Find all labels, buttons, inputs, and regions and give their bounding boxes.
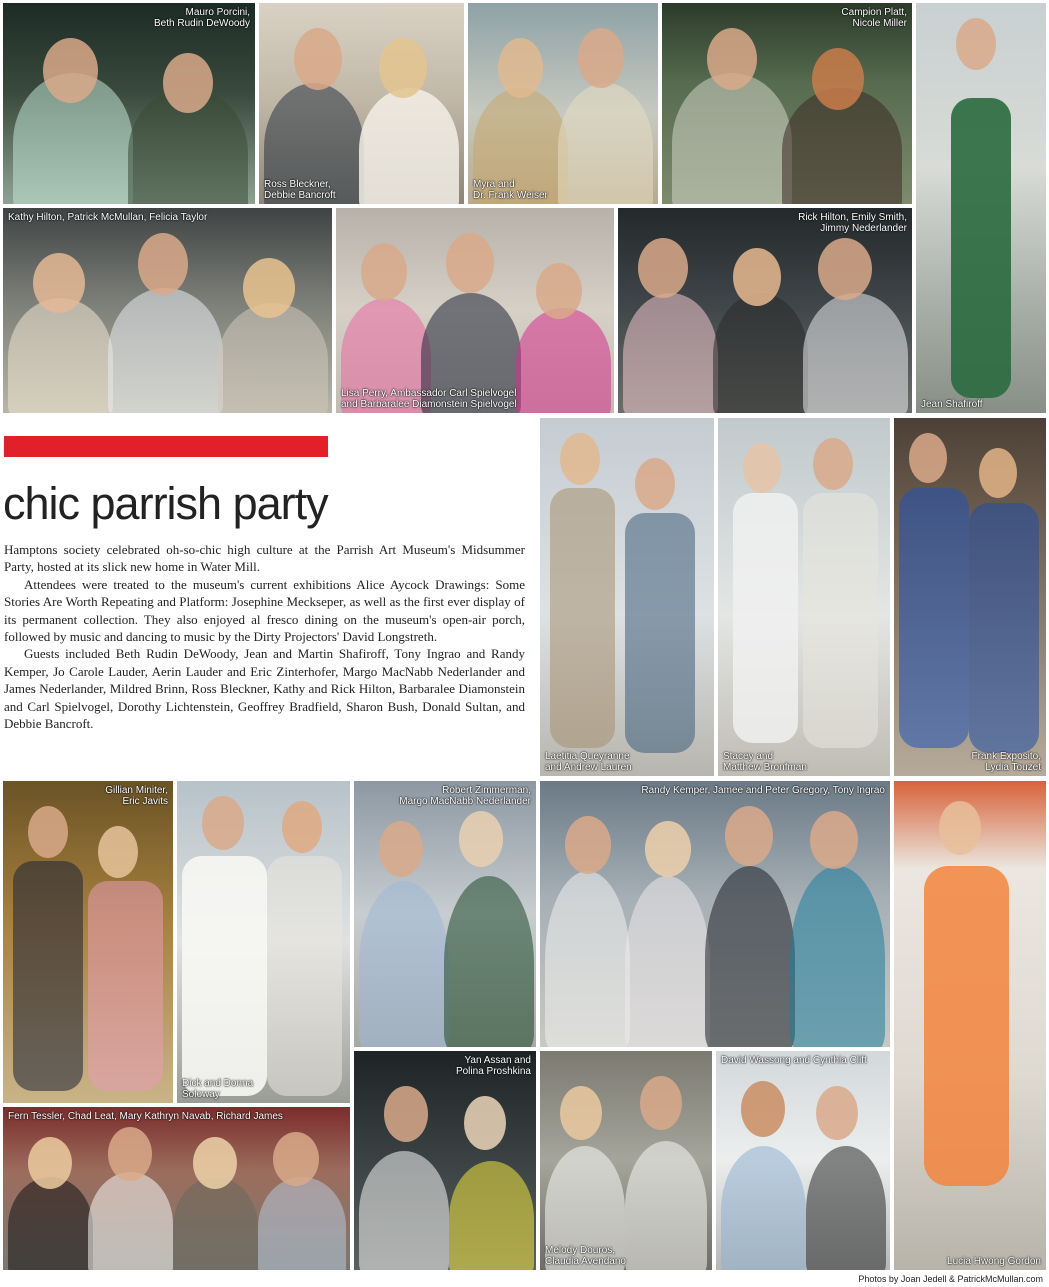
photo-zimmerman-nederlander: [354, 781, 536, 1047]
article-paragraph: Guests included Beth Rudin DeWoody, Jean and Martin Shafiroff, Tony Ingrao and Randy Kemper, Jo Carole Lauder, Aerin Lauder and Eric Zinterhofer, Margo MacNabb Nederlander and James Nederlander, Mildred Brinn, Ross Bleckner, Kathy and Rick Hilton, Barbaralee Diamonstein and Carl Spielvogel, Dorothy Lichtenstein, Geoffrey Bradfield, Sharon Bush, Donald Sultan, and Debbie Bancroft.: [4, 646, 525, 732]
photo-exposito-touzet: [894, 418, 1046, 776]
article-paragraph: Hamptons society celebrated oh-so-chic high culture at the Parrish Art Museum's Midsummer Party, hosted at its slick new home in Water Mill.: [4, 542, 525, 575]
photo-caption: Dick and Donna Soloway: [182, 1078, 254, 1100]
photo-caption: Melody Douros, Claudia Avendano: [545, 1245, 626, 1267]
photo-wassong-clift: [716, 1051, 890, 1270]
photo-caption: Kathy Hilton, Patrick McMullan, Felicia Taylor: [8, 212, 208, 223]
photo-credit: Photos by Joan Jedell & PatrickMcMullan.com: [858, 1274, 1043, 1284]
photo-tessler-leat-navab-james: [3, 1107, 350, 1270]
photo-queyranne-lauren: [540, 418, 714, 776]
photo-caption: Fern Tessler, Chad Leat, Mary Kathryn Navab, Richard James: [8, 1111, 283, 1122]
photo-hilton-mcmullan-taylor: [3, 208, 332, 413]
photo-caption: Rick Hilton, Emily Smith, Jimmy Nederlander: [798, 212, 907, 234]
photo-caption: Mauro Porcini, Beth Rudin DeWoody: [154, 7, 250, 29]
photo-caption: Stacey and Matthew Bronfman: [723, 751, 807, 773]
photo-bronfman: [718, 418, 890, 776]
photo-shafiroff: [916, 3, 1046, 413]
article-paragraph: Attendees were treated to the museum's current exhibitions Alice Aycock Drawings: Some Stories Are Worth Repeating and Platform: Josephine Meckseper, as well as the first ever display of its permanent collection. They also enjoyed al fresco dining on the museum's open-air porch, followed by music and dancing to music by the Dirty Projectors' David Longstreth.: [4, 576, 525, 645]
photo-caption: Gillian Miniter, Eric Javits: [105, 785, 168, 807]
photo-caption: Ross Bleckner, Debbie Bancroft: [264, 179, 336, 201]
photo-weiser: [468, 3, 658, 204]
photo-caption: Frank Exposito, Lydia Touzet: [971, 751, 1041, 773]
photo-bleckner-bancroft: [259, 3, 464, 204]
photo-caption: Laetitia Queyranne and Andrew Lauren: [545, 751, 632, 773]
photo-caption: David Wassong and Cynthia Clift: [721, 1055, 867, 1066]
photo-douros-avendano: [540, 1051, 712, 1270]
photo-hilton-smith-nederlander: [618, 208, 912, 413]
photo-caption: Lisa Perry, Ambassador Carl Spielvogel and Barbaralee Diamonstein Spielvogel: [341, 388, 517, 410]
photo-miniter-javits: [3, 781, 173, 1103]
photo-assan-proshkina: [354, 1051, 536, 1270]
article-headline: chic parrish party: [3, 478, 328, 529]
photo-platt-miller: [662, 3, 912, 204]
photo-hwong-gordon: [894, 781, 1046, 1270]
photo-caption: Randy Kemper, Jamee and Peter Gregory, Tony Ingrao: [641, 785, 885, 796]
accent-bar: [4, 436, 328, 457]
photo-kemper-gregory-ingrao: [540, 781, 890, 1047]
photo-caption: Jean Shafiroff: [921, 399, 983, 410]
photo-caption: Robert Zimmerman, Margo MacNabb Nederlander: [399, 785, 531, 807]
photo-caption: Campion Platt, Nicole Miller: [841, 7, 907, 29]
photo-soloway: [177, 781, 350, 1103]
photo-perry-spielvogel: [336, 208, 614, 413]
photo-caption: Yan Assan and Polina Proshkina: [455, 1055, 531, 1077]
photo-porcini-dewoody: [3, 3, 255, 204]
photo-caption: Myra and Dr. Frank Weiser: [473, 179, 548, 201]
photo-caption: Lucia Hwong Gordon: [947, 1256, 1041, 1267]
article-body: [4, 541, 525, 732]
